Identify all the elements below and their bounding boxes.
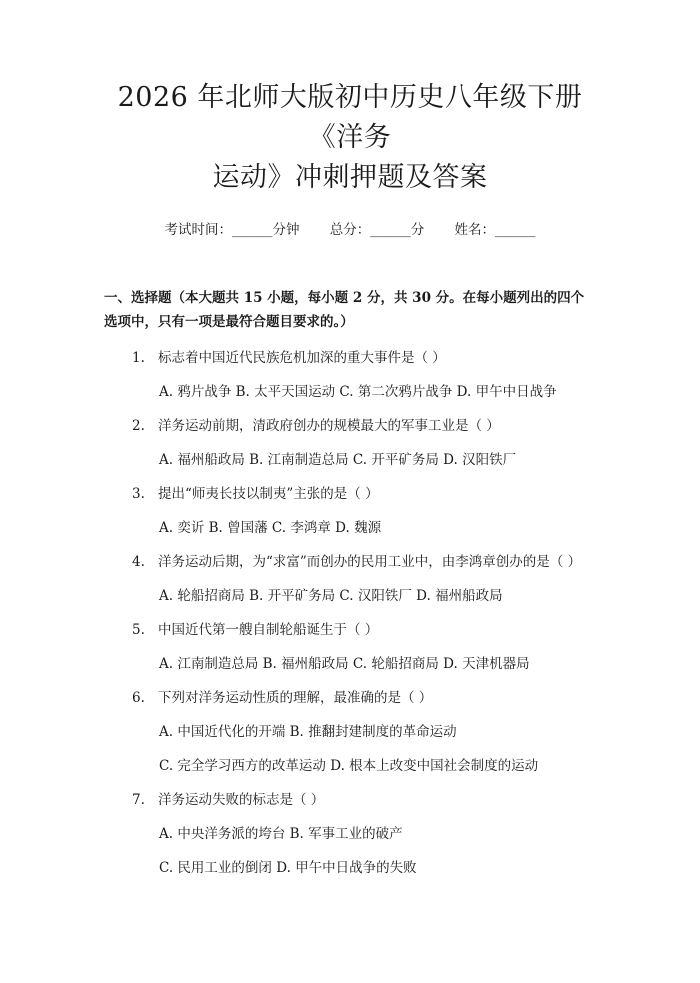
question-options: C. 完全学习西方的改革运动 D. 根本上改变中国社会制度的运动 xyxy=(159,758,539,774)
question-list xyxy=(104,346,596,880)
title-line-2: 运动》冲刺押题及答案 xyxy=(212,162,488,193)
question-text: 中国近代第一艘自制轮船诞生于（ ） xyxy=(158,622,379,638)
question-number: 6. xyxy=(132,690,145,706)
question-options: A. 轮船招商局 B. 开平矿务局 C. 汉阳铁厂 D. 福州船政局 xyxy=(159,588,503,604)
question-stem xyxy=(104,550,596,574)
question-item xyxy=(104,788,596,880)
question-item xyxy=(104,550,596,608)
exam-meta xyxy=(104,220,596,240)
question-item xyxy=(104,686,596,778)
question-text: 洋务运动失败的标志是（ ） xyxy=(158,792,325,808)
question-stem xyxy=(104,686,596,710)
question-options: A. 鸦片战争 B. 太平天国运动 C. 第二次鸦片战争 D. 甲午中日战争 xyxy=(159,384,557,400)
question-stem xyxy=(104,788,596,812)
title-line-1: 2026 年北师大版初中历史八年级下册《洋务 xyxy=(117,82,583,153)
question-stem xyxy=(104,482,596,506)
question-text: 下列对洋务运动性质的理解，最准确的是（ ） xyxy=(158,690,433,706)
document-title xyxy=(104,78,596,198)
question-stem xyxy=(104,414,596,438)
question-options: A. 福州船政局 B. 江南制造总局 C. 开平矿务局 D. 汉阳铁厂 xyxy=(159,452,517,468)
question-text: 标志着中国近代民族危机加深的重大事件是（ ） xyxy=(158,350,446,366)
question-item xyxy=(104,414,596,472)
question-options: A. 中国近代化的开端 B. 推翻封建制度的革命运动 xyxy=(159,724,457,740)
question-number: 4. xyxy=(132,554,145,570)
question-options: A. 中央洋务派的垮台 B. 军事工业的破产 xyxy=(159,826,403,842)
question-options: C. 民用工业的倒闭 D. 甲午中日战争的失败 xyxy=(159,860,417,876)
question-text: 洋务运动前期，清政府创办的规模最大的军事工业是（ ） xyxy=(158,418,500,434)
question-item xyxy=(104,482,596,540)
question-item xyxy=(104,346,596,404)
exam-score: 总分：______分 xyxy=(329,222,425,238)
question-number: 5. xyxy=(132,622,145,638)
question-number: 1. xyxy=(132,350,145,366)
question-text: 洋务运动后期，为“求富”而创办的民用工业中，由李鸿章创办的是（ ） xyxy=(158,554,582,570)
question-stem xyxy=(104,618,596,642)
question-text: 提出“师夷长技以制夷”主张的是（ ） xyxy=(158,486,379,502)
exam-time: 考试时间：______分钟 xyxy=(164,222,300,238)
question-options: A. 奕䜣 B. 曾国藩 C. 李鸿章 D. 魏源 xyxy=(159,520,382,536)
question-number: 7. xyxy=(132,792,145,808)
question-stem xyxy=(104,346,596,370)
student-name: 姓名：______ xyxy=(454,222,536,238)
section-heading: 一、选择题（本大题共 15 小题，每小题 2 分，共 30 分。在每小题列出的四个选项中，只有一项是最符合题目要求的。） xyxy=(104,290,585,330)
document-page xyxy=(0,78,700,983)
question-number: 2. xyxy=(132,418,145,434)
question-number: 3. xyxy=(132,486,145,502)
question-item xyxy=(104,618,596,676)
question-options: A. 江南制造总局 B. 福州船政局 C. 轮船招商局 D. 天津机器局 xyxy=(159,656,530,672)
